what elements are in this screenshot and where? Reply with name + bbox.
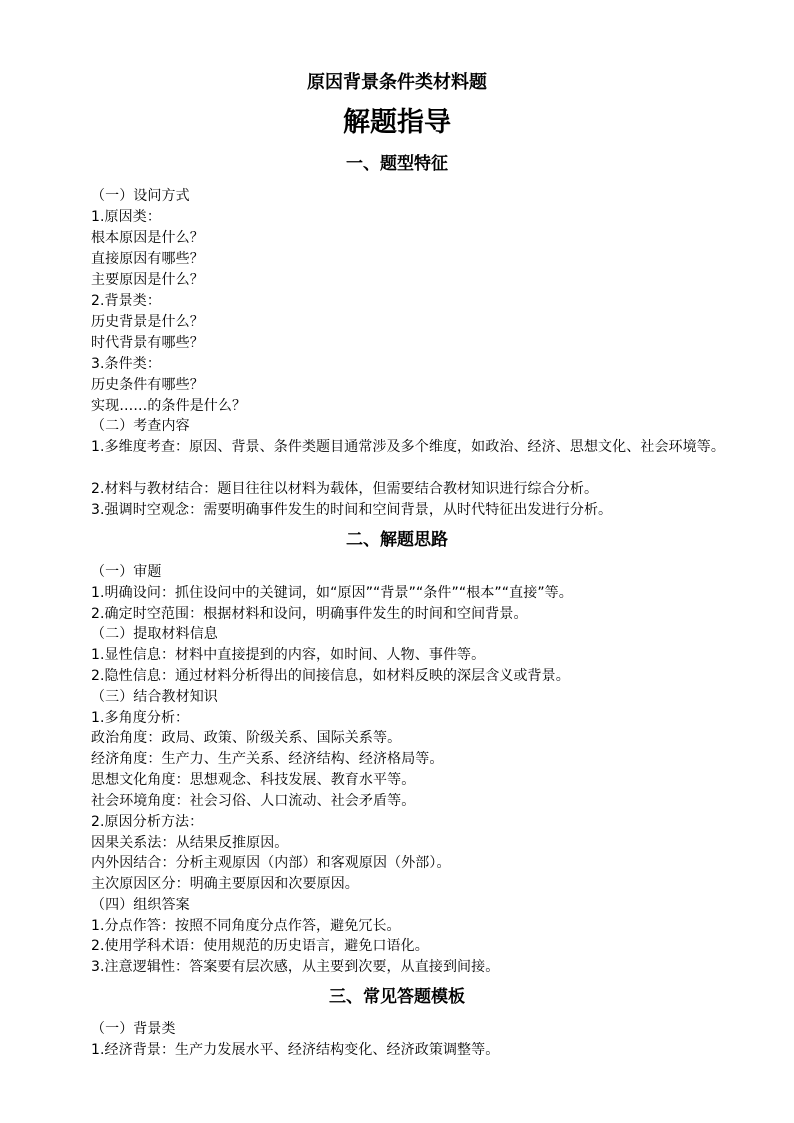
text-line: 1.原因类： (91, 209, 161, 225)
subsection-heading: （一）背景类 (91, 1021, 176, 1037)
text-line: 1.显性信息：材料中直接提到的内容，如时间、人物、事件等。 (91, 647, 486, 663)
text-line: 3.条件类： (91, 356, 161, 372)
section-heading: 三、常见答题模板 (329, 987, 465, 1007)
text-line: 2.背景类： (91, 293, 161, 309)
text-line: 1.明确设问：抓住设问中的关键词，如“原因”“背景”“条件”“根本”“直接”等。 (91, 585, 573, 601)
text-line: 主次原因区分：明确主要原因和次要原因。 (91, 876, 359, 892)
text-line: 历史条件有哪些？ (91, 377, 204, 393)
section-heading: 二、解题思路 (346, 530, 448, 550)
subsection-heading: （二）考查内容 (91, 418, 190, 434)
text-line: 历史背景是什么？ (91, 314, 204, 330)
text-line: 3.注意逻辑性：答案要有层次感，从主要到次要，从直接到间接。 (91, 959, 500, 975)
text-line: 社会环境角度：社会习俗、人口流动、社会矛盾等。 (91, 793, 416, 809)
text-line: 2.使用学科术语：使用规范的历史语言，避免口语化。 (91, 938, 429, 954)
text-line: 1.经济背景：生产力发展水平、经济结构变化、经济政策调整等。 (91, 1042, 500, 1058)
text-line: 主要原因是什么？ (91, 272, 204, 288)
subsection-heading: （一）设问方式 (91, 188, 190, 204)
text-line: 经济角度：生产力、生产关系、经济结构、经济格局等。 (91, 751, 444, 767)
text-line: 思想文化角度：思想观念、科技发展、教育水平等。 (91, 772, 416, 788)
text-line: 2.原因分析方法： (91, 814, 204, 830)
text-line: 2.隐性信息：通过材料分析得出的间接信息，如材料反映的深层含义或背景。 (91, 668, 570, 684)
subsection-heading: （二）提取材料信息 (91, 626, 218, 642)
document-subtitle: 解题指导 (343, 107, 451, 138)
text-line: 直接原因有哪些？ (91, 251, 204, 267)
text-line: 政治角度：政局、政策、阶级关系、国际关系等。 (91, 730, 402, 746)
subsection-heading: （四）组织答案 (91, 897, 190, 913)
subsection-heading: （一）审题 (91, 564, 162, 580)
text-line: 实现……的条件是什么？ (91, 398, 247, 414)
text-line: 内外因结合：分析主观原因（内部）和客观原因（外部）。 (91, 855, 451, 871)
text-line: 2.确定时空范围：根据材料和设问，明确事件发生的时间和空间背景。 (91, 606, 528, 622)
text-line: 1.分点作答：按照不同角度分点作答，避免冗长。 (91, 918, 401, 934)
text-line: 因果关系法：从结果反推原因。 (91, 835, 289, 851)
text-line: 3.强调时空观念：需要明确事件发生的时间和空间背景，从时代特征出发进行分析。 (91, 502, 613, 518)
text-line: 2.材料与教材结合：题目往往以材料为载体，但需要结合教材知识进行综合分析。 (91, 481, 599, 497)
paragraph: 1.多维度考查：原因、背景、条件类题目通常涉及多个维度，如政治、经济、思想文化、社会环境等。 (91, 439, 725, 455)
section-heading: 一、题型特征 (346, 154, 448, 174)
document-title: 原因背景条件类材料题 (307, 72, 487, 93)
text-line: 根本原因是什么？ (91, 230, 204, 246)
subsection-heading: （三）结合教材知识 (91, 689, 218, 705)
text-line: 1.多角度分析： (91, 710, 190, 726)
text-line: 时代背景有哪些？ (91, 335, 204, 351)
